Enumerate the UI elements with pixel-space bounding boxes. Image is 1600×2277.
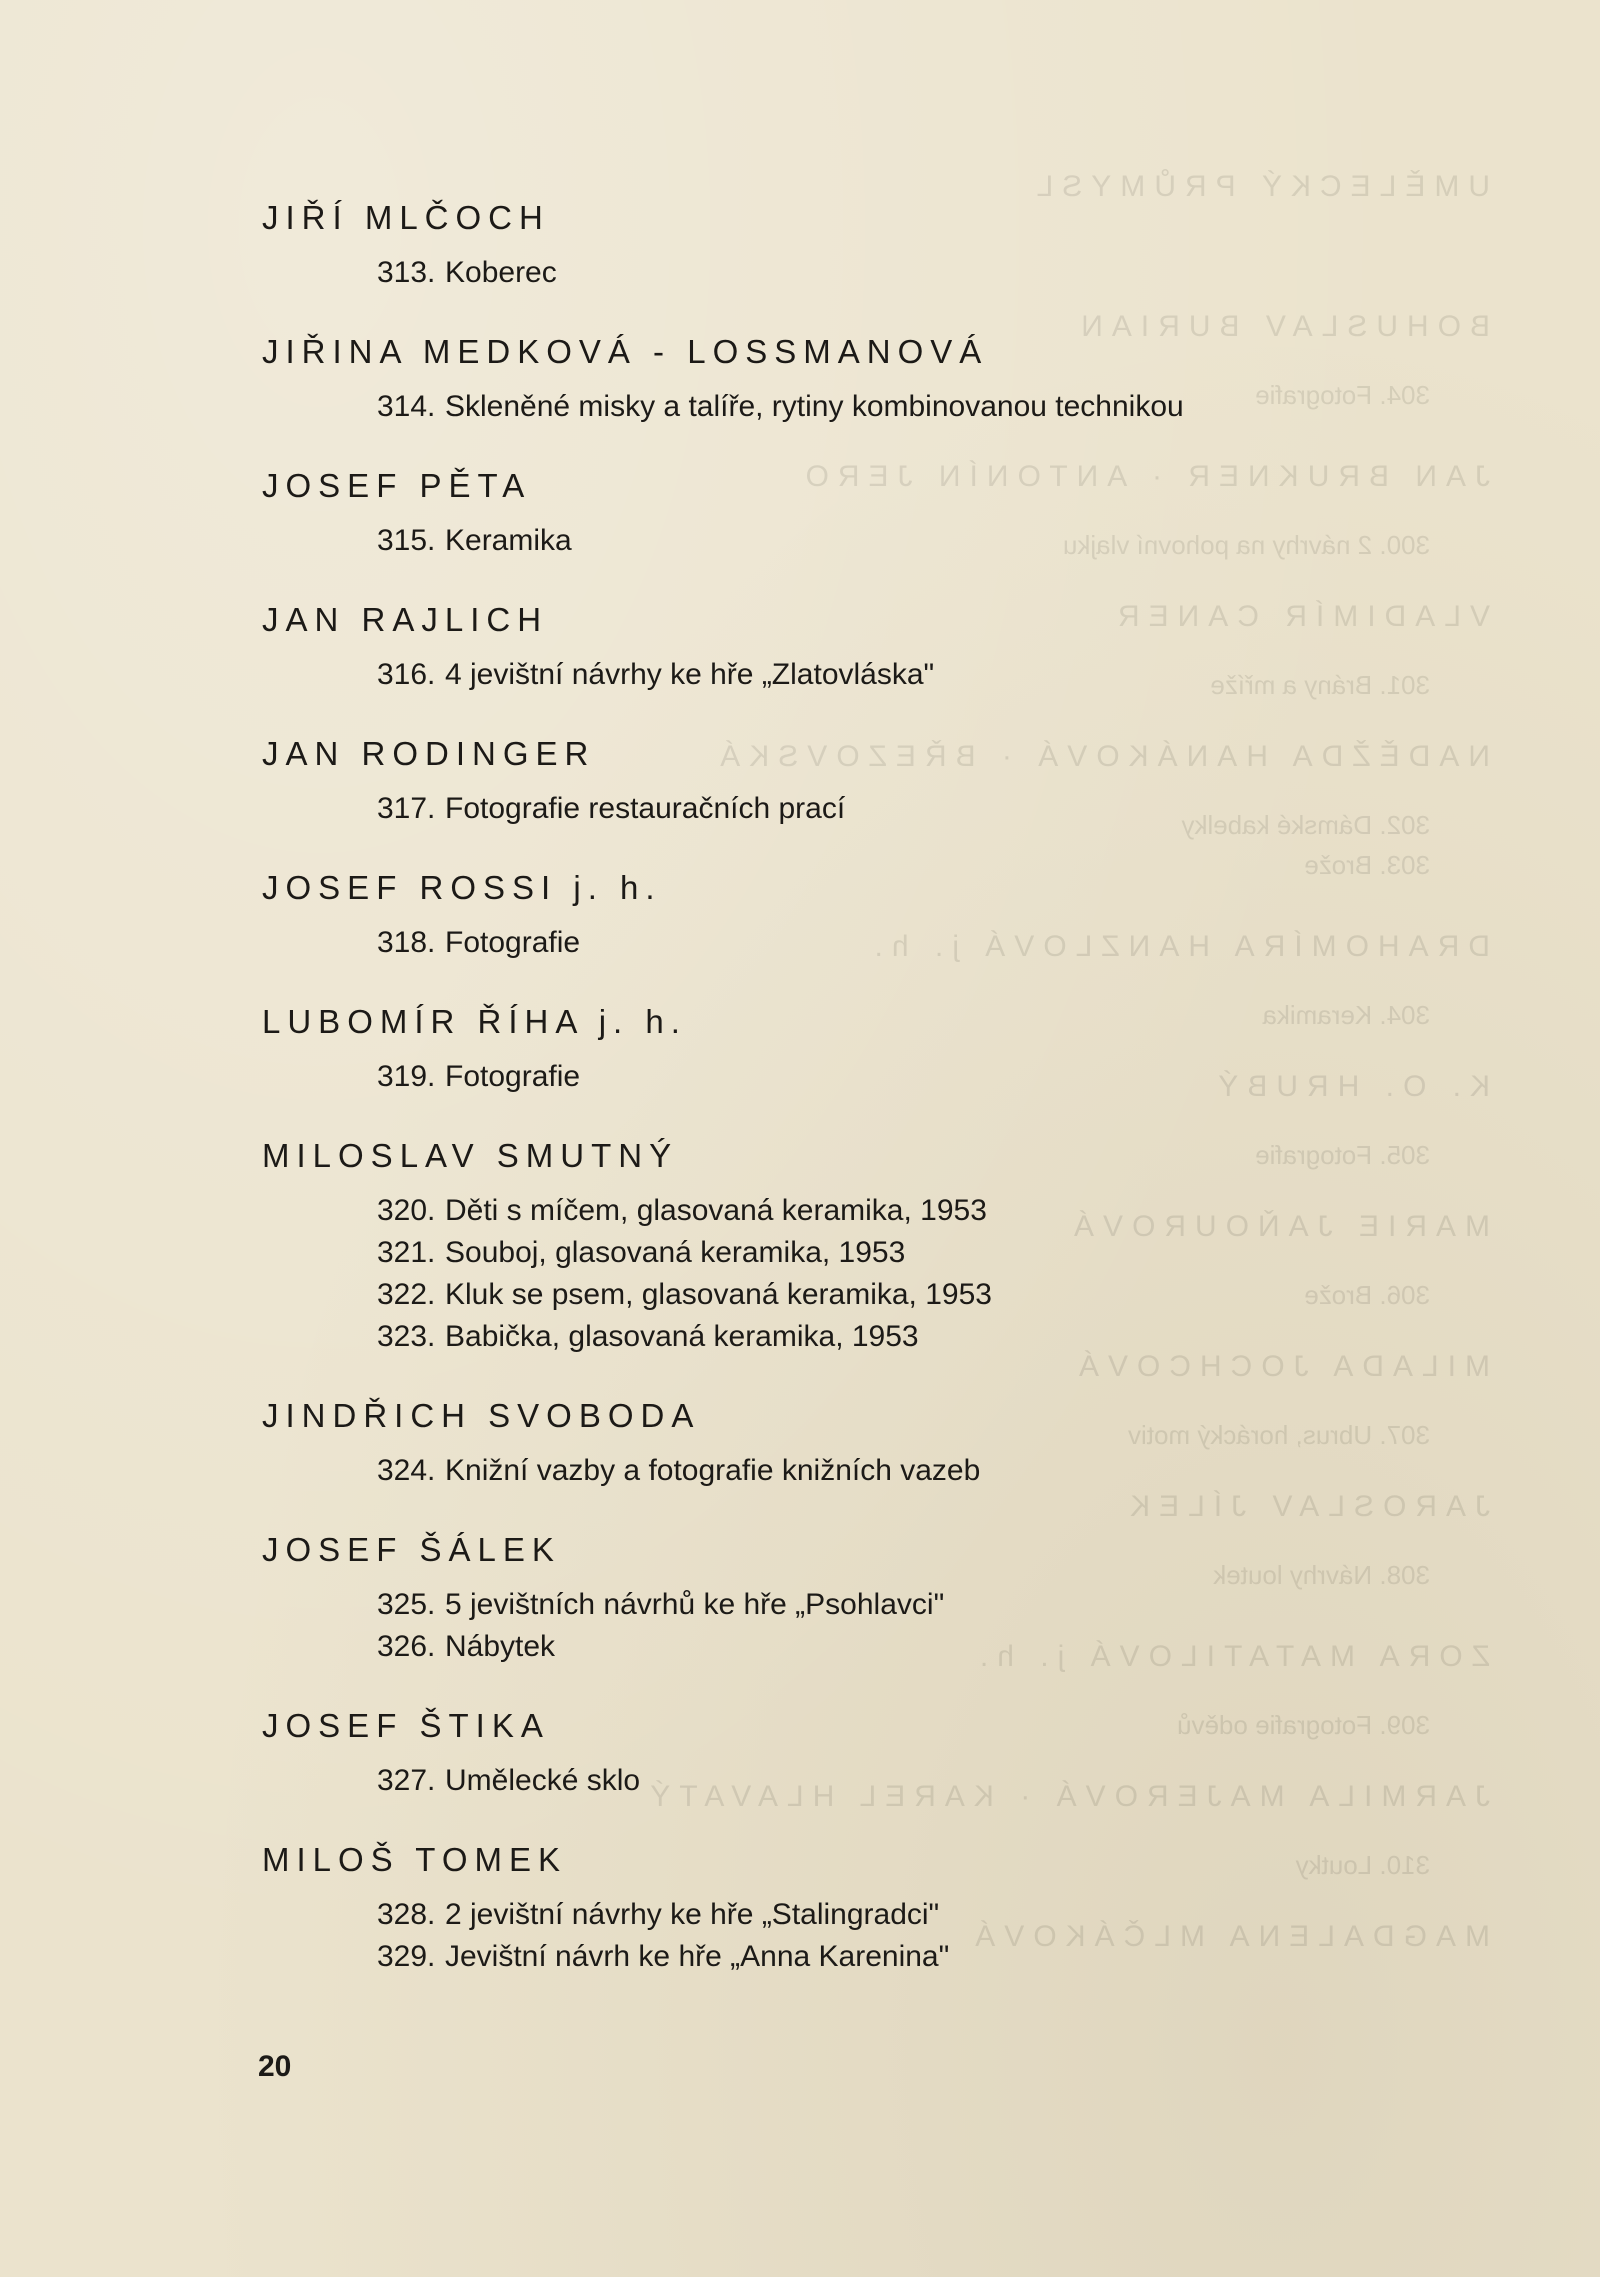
artwork-title: Nábytek xyxy=(445,1630,556,1663)
catalog-number: 314. xyxy=(377,390,436,423)
artwork-title: Skleněné misky a talíře, rytiny kombinovanou technikou xyxy=(445,390,1184,423)
artwork-item xyxy=(377,788,1462,830)
catalog-number: 329. xyxy=(377,1940,436,1973)
artwork-list xyxy=(262,1894,1462,1978)
artwork-item xyxy=(377,1450,1462,1492)
artist-entry xyxy=(262,1530,1462,1668)
artwork-item xyxy=(377,1584,1462,1626)
artist-name: JIŘÍ MLČOCH xyxy=(262,199,550,236)
catalog-number: 318. xyxy=(377,926,436,959)
catalog-number: 319. xyxy=(377,1060,436,1093)
artist-name: LUBOMÍR ŘÍHA j. h. xyxy=(262,1003,687,1040)
artwork-item xyxy=(377,1232,1462,1274)
catalog-number: 320. xyxy=(377,1194,436,1227)
artwork-item xyxy=(377,922,1462,964)
artist-name: MILOŠ TOMEK xyxy=(262,1841,568,1878)
artist-name: JOSEF PĚTA xyxy=(262,467,532,504)
artist-name: JIŘINA MEDKOVÁ - LOSSMANOVÁ xyxy=(262,333,989,370)
artist-name: JINDŘICH SVOBODA xyxy=(262,1397,701,1434)
artwork-list xyxy=(262,1584,1462,1668)
catalog-number: 327. xyxy=(377,1764,436,1797)
artwork-list xyxy=(262,1056,1462,1098)
artwork-title: Kluk se psem, glasovaná keramika, 1953 xyxy=(445,1278,992,1311)
artwork-title: Keramika xyxy=(445,524,572,557)
catalog-number: 328. xyxy=(377,1898,436,1931)
artwork-title: Děti s míčem, glasovaná keramika, 1953 xyxy=(445,1194,987,1227)
artwork-title: Fotografie restauračních prací xyxy=(445,792,846,825)
artwork-list xyxy=(262,386,1462,428)
artwork-item xyxy=(377,654,1462,696)
artwork-item xyxy=(377,1056,1462,1098)
artist-entry xyxy=(262,734,1462,830)
artwork-list xyxy=(262,1190,1462,1358)
catalog-number: 313. xyxy=(377,256,436,289)
bleed-through-texture: UMĚLECKÝ PRŮMYSL BOHUSLAV BURIAN 304. Fotografie JAN BRUKNER · ANTONÍN JERO 300. 2 návrhy na pohovní vlajku VLADIMÍR CANER 301. Brány a mříže NADĚŽDA HANÁKOVÁ · BŘEZOVSKÁ 302. Dámské kabelky 303. Brože DRAHOMÍRA HANZLOVÁ j. h. 304. Keramika K. O. HRUBÝ 305. Fotografie MARIE JAŇOUROVÁ 306. Brože MILADA JOCHCOVÁ 307. Ubrus, horácký motiv JAROSLAV JÍLEK 308. Návrhy loutek ZORA MATATILOVÁ j. h. 309. Fotografie oděvů JARMILA MAJEROVÁ · KAREL HLAVATÝ 310. Loutky MAGDALENA MLČÁKOVÁ xyxy=(641,170,1490,1953)
artwork-list xyxy=(262,1760,1462,1802)
artist-name: JOSEF ŠTIKA xyxy=(262,1707,550,1744)
artwork-item xyxy=(377,1760,1462,1802)
artwork-title: Fotografie xyxy=(445,926,581,959)
catalog-number: 323. xyxy=(377,1320,436,1353)
artwork-title: Babička, glasovaná keramika, 1953 xyxy=(445,1320,919,1353)
catalog-number: 324. xyxy=(377,1454,436,1487)
artwork-title: 2 jevištní návrhy ke hře „Stalingradci" xyxy=(445,1898,940,1931)
catalog-number: 317. xyxy=(377,792,436,825)
artwork-item xyxy=(377,1316,1462,1358)
artwork-item xyxy=(377,1894,1462,1936)
artwork-item xyxy=(377,386,1462,428)
artwork-list xyxy=(262,788,1462,830)
catalog-number: 322. xyxy=(377,1278,436,1311)
artist-entry xyxy=(262,466,1462,562)
artwork-list xyxy=(262,922,1462,964)
artwork-list xyxy=(262,1450,1462,1492)
catalog-number: 316. xyxy=(377,658,436,691)
artist-entry xyxy=(262,600,1462,696)
artwork-title: 4 jevištní návrhy ke hře „Zlatovláska" xyxy=(445,658,935,691)
artist-name: JAN RODINGER xyxy=(262,735,596,772)
artwork-title: Jevištní návrh ke hře „Anna Karenina" xyxy=(445,1940,950,1973)
artist-list xyxy=(262,198,1462,2016)
artwork-item xyxy=(377,1626,1462,1668)
artwork-item xyxy=(377,520,1462,562)
catalog-number: 325. xyxy=(377,1588,436,1621)
artwork-list xyxy=(262,654,1462,696)
artist-entry xyxy=(262,198,1462,294)
artist-name: JOSEF ŠÁLEK xyxy=(262,1531,561,1568)
artwork-title: Knižní vazby a fotografie knižních vazeb xyxy=(445,1454,981,1487)
artwork-item xyxy=(377,1274,1462,1316)
artwork-title: Koberec xyxy=(445,256,557,289)
artwork-title: 5 jevištních návrhů ke hře „Psohlavci" xyxy=(445,1588,945,1621)
artist-entry xyxy=(262,332,1462,428)
artist-name: JAN RAJLICH xyxy=(262,601,549,638)
page-number: 20 xyxy=(258,2050,292,2083)
artist-name: MILOSLAV SMUTNÝ xyxy=(262,1137,679,1174)
artwork-title: Souboj, glasovaná keramika, 1953 xyxy=(445,1236,906,1269)
artist-entry xyxy=(262,1002,1462,1098)
artist-entry xyxy=(262,1840,1462,1978)
artwork-item xyxy=(377,1190,1462,1232)
artist-entry xyxy=(262,1136,1462,1358)
artist-entry xyxy=(262,1706,1462,1802)
artwork-list xyxy=(262,252,1462,294)
artist-name: JOSEF ROSSI j. h. xyxy=(262,869,662,906)
artist-entry xyxy=(262,1396,1462,1492)
artwork-title: Umělecké sklo xyxy=(445,1764,641,1797)
artwork-item xyxy=(377,252,1462,294)
artwork-title: Fotografie xyxy=(445,1060,581,1093)
artwork-item xyxy=(377,1936,1462,1978)
artist-entry xyxy=(262,868,1462,964)
catalog-number: 315. xyxy=(377,524,436,557)
artwork-list xyxy=(262,520,1462,562)
catalog-number: 321. xyxy=(377,1236,436,1269)
catalog-number: 326. xyxy=(377,1630,436,1663)
